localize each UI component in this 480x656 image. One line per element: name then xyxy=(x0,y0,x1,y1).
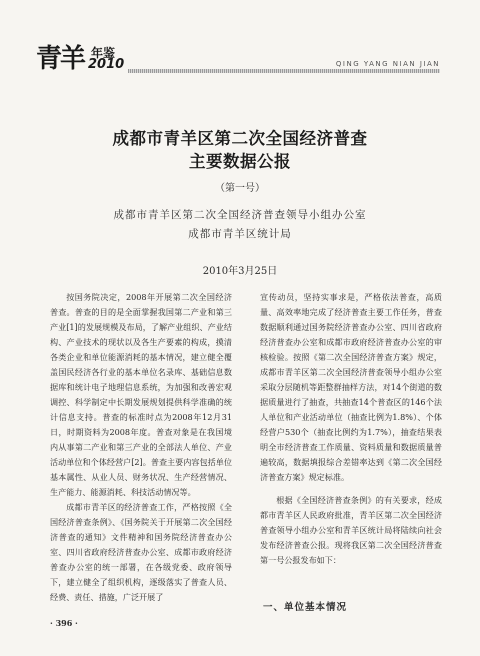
body-paragraph: 按国务院决定，2008年开展第二次全国经济普查。普查的目的是全面掌握我国第二产业和第三产业[1]的发展规模及布局，了解产业组织、产业结构、产业技术的现状以及各生产要素的构成，摸清各类企业和单位能源消耗的基本情况，建立健全覆盖国民经济各行业的基本单位名录库、基础信息数据库和统计电子地理信息系统，为加强和改善宏观调控、科学制定中长期发展规划提供科学准确的统计信息支持。普查的标准时点为2008年12月31日，时期资料为2008年度。普查对象是在我国境内从事第二产业和第三产业的全部法人单位、产业活动单位和个体经营户[2]。普查主要内容包括单位基本属性、从业人员、财务状况、生产经营情况、生产能力、能源消耗、科技活动情况等。 xyxy=(50,292,232,497)
page-number: · 396 · xyxy=(50,618,78,628)
page-header xyxy=(0,0,480,80)
body-paragraph: 成都市青羊区的经济普查工作，严格按照《全国经济普查条例》、《国务院关于开展第二次全国经济普查的通知》文件精神和国务院经济普查办公室、四川省政府经济普查办公室、成都市政府经济普查办公室的统一部署，在各级党委、政府领导下，建立健全了组织机构，逐级落实了普查人员、经费、责任、措施，广泛开展了 xyxy=(50,502,232,602)
yearbook-logo xyxy=(36,44,132,76)
body-paragraph: 根据《全国经济普查条例》的有关要求，经成都市青羊区人民政府批准，青羊区第二次全国经济普查领导小组办公室和青羊区统计局将陆续向社会发布经济普查公报。现将我区第二次全国经济普查第一号公报发布如下： xyxy=(260,495,442,565)
logo-year: 2010 xyxy=(88,57,125,72)
body-paragraph: 宣传动员，坚持实事求是，严格依法普查，高质量、高效率地完成了经济普查主要工作任务，普查数据顺利通过国务院经济普查办公室、四川省政府经济普查办公室和成都市政府经济普查办公室的审核检验。按照《第二次全国经济普查方案》规定，成都市青羊区第二次全国经济普查领导小组办公室采取分层随机等距整群抽样方法，对14个街道的数据质量进行了抽查，共抽查14个普查区的146个法人单位和产业活动单位（抽查比例为1.8%）、个体经营户530个（抽查比例约为1.7%），抽查结果表明全市经济普查工作质量、资料质量和数据质量普遍较高，数据填报综合差错率达到《第二次全国经济普查方案》规定标准。 xyxy=(260,292,442,482)
right-column xyxy=(260,290,442,568)
logo-mark: 青羊 xyxy=(36,44,85,74)
header-rule xyxy=(128,69,440,73)
running-head: QING YANG NIAN JIAN xyxy=(332,60,440,68)
article-title-line2: 主要数据公报 xyxy=(189,152,291,171)
section-heading: 一、单位基本情况 xyxy=(263,602,348,613)
article-title-line1: 成都市青羊区第二次全国经济普查 xyxy=(112,129,368,148)
issuing-bureau: 成都市青羊区统计局 xyxy=(188,228,292,240)
left-column xyxy=(50,290,232,605)
issuing-office: 成都市青羊区第二次全国经济普查领导小组办公室 xyxy=(113,209,367,221)
logo-year-label: 年鉴 xyxy=(91,46,116,60)
publication-date: 2010年3月25日 xyxy=(202,266,278,277)
article-subtitle: （第一号） xyxy=(215,183,265,194)
